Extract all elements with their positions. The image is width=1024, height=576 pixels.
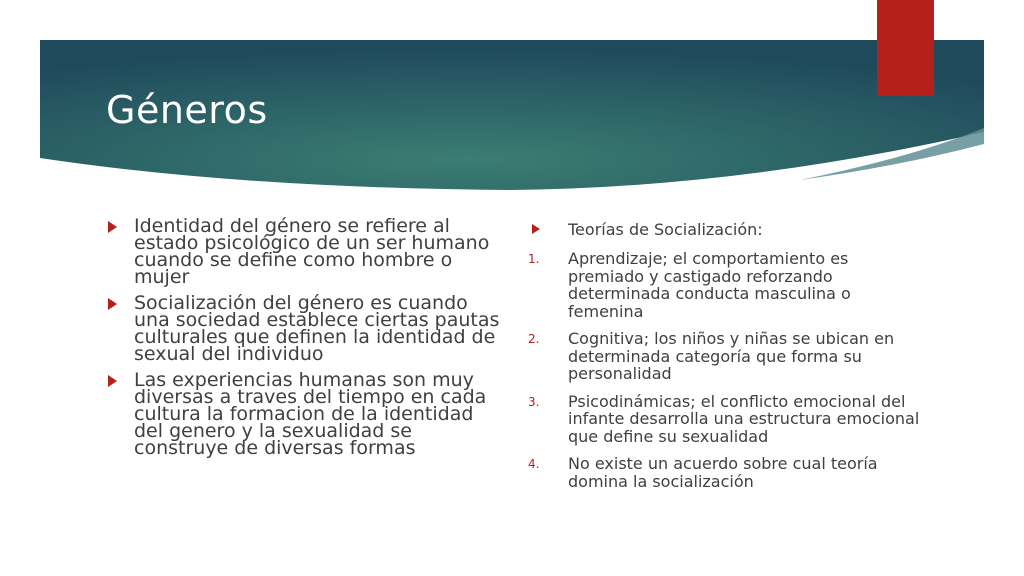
list-item [528, 455, 928, 490]
triangle-bullet-icon [108, 375, 117, 387]
left-column [104, 215, 504, 466]
theories-heading [528, 221, 928, 238]
slide-title: Géneros [106, 88, 268, 132]
bullet-text: Socialización del género es cuando una sociedad establece ciertas pautas culturales que definen la identidad de sexual del individuo [134, 292, 500, 365]
triangle-bullet-icon [532, 224, 540, 234]
item-text: Psicodinámicas; el conflicto emocional del infante desarrolla una estructura emocional que define su sexualidad [568, 391, 920, 446]
item-number: 1. [528, 252, 540, 266]
bullet-text: Las experiencias humanas son muy diversas a traves del tiempo en cada cultura la formacion de la identidad del genero y la sexualidad se construye de diversas formas [134, 369, 487, 459]
item-text: Aprendizaje; el comportamiento es premiado y castigado reforzando determinada conducta masculina o femenina [568, 249, 851, 321]
heading-text: Teorías de Socialización: [568, 220, 763, 239]
triangle-bullet-icon [108, 298, 117, 310]
right-column [528, 221, 928, 500]
list-item [528, 330, 928, 383]
bullet-text: Identidad del género se refiere al estado psicológico de un ser humano cuando se define como hombre o mujer [134, 215, 490, 288]
list-item [104, 292, 504, 365]
item-number: 2. [528, 332, 540, 346]
numbered-list [528, 250, 928, 490]
accent-tab [877, 0, 934, 96]
item-text: No existe un acuerdo sobre cual teoría domina la socialización [568, 454, 878, 491]
item-text: Cognitiva; los niños y niñas se ubican en determinada categoría que forma su personalidad [568, 329, 895, 383]
list-item [528, 250, 928, 320]
list-item [104, 369, 504, 459]
item-number: 4. [528, 457, 540, 471]
list-item [104, 215, 504, 288]
list-item [528, 393, 928, 446]
item-number: 3. [528, 394, 540, 409]
bullet-list [104, 215, 504, 459]
triangle-bullet-icon [108, 221, 117, 233]
